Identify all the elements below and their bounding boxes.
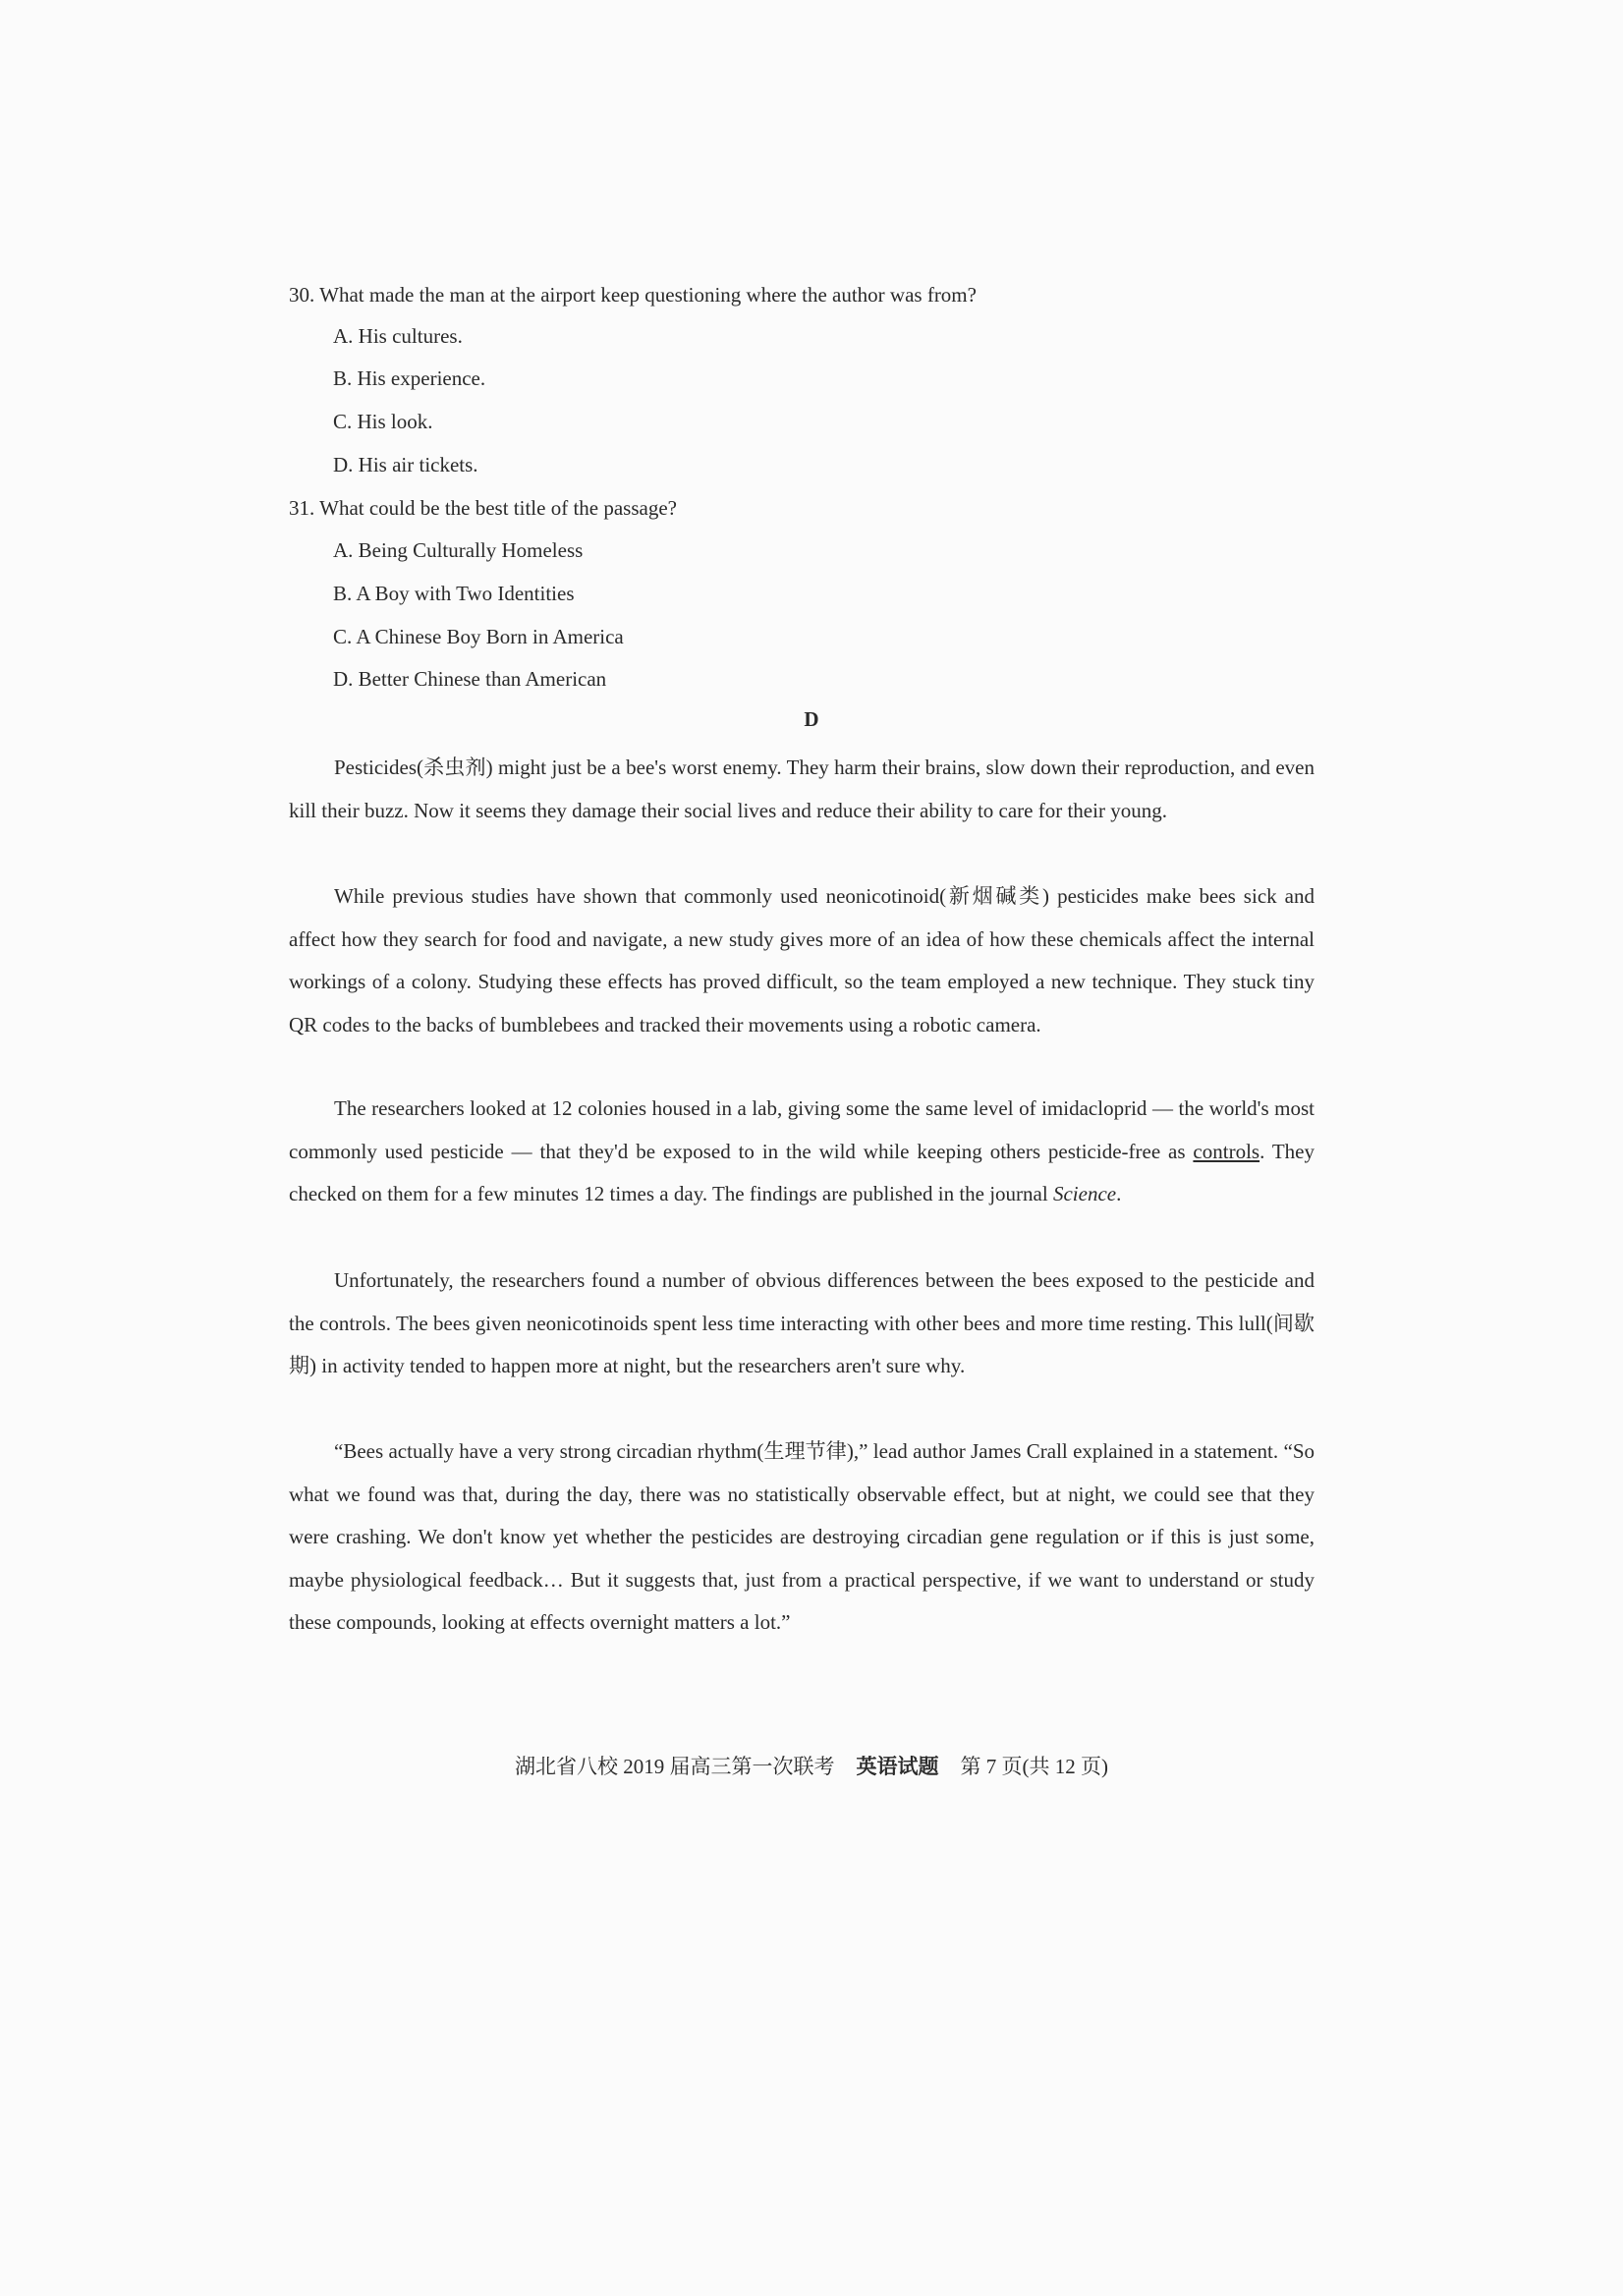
passage-paragraph-5: “Bees actually have a very strong circadian rhythm(生理节律),” lead author James Crall explained in a statement. “So what we found was that, during the day, there was no statistically observable effect, but at night, we could see that they were crashing. We don't know yet whether the pesticides are destroying circadian gene regulation or if this is just some, maybe physiological feedback… But it suggests that, just from a practical perspective, if we want to understand or study these compounds, looking at effects overnight matters a lot.” <box>289 1439 1315 1634</box>
paragraph-3-text-start: The researchers looked at 12 colonies housed in a lab, giving some the same level of imidacloprid — the world's most commonly used pesticide — that they'd be exposed to in the wild while keeping others pesticide-free as <box>289 1096 1315 1163</box>
section-label: D <box>804 707 819 731</box>
question-30-option-d: D. His air tickets. <box>333 453 478 476</box>
question-31-stem: 31. What could be the best title of the passage? <box>289 496 677 520</box>
question-31-option-a: A. Being Culturally Homeless <box>333 538 584 562</box>
paragraph-3-text-middle: . They checked on them for a few minutes 12 times a day. The findings are published in the journal <box>289 1139 1315 1205</box>
question-31-option-c: C. A Chinese Boy Born in America <box>333 625 624 648</box>
question-30-option-a: A. His cultures. <box>333 324 463 348</box>
page-footer <box>0 1751 1623 1780</box>
question-31-option-d: D. Better Chinese than American <box>333 667 607 691</box>
footer-subject: 英语试题 <box>856 1755 939 1778</box>
paragraph-3-text-end: . <box>1116 1182 1122 1205</box>
footer-page-number: 第 7 页(共 12 页) <box>960 1755 1108 1778</box>
footer-exam-name: 湖北省八校 2019 届高三第一次联考 <box>515 1755 835 1778</box>
question-31-option-b: B. A Boy with Two Identities <box>333 582 575 605</box>
journal-name: Science <box>1052 1182 1117 1205</box>
question-30-option-c: C. His look. <box>333 410 433 433</box>
question-30-option-b: B. His experience. <box>333 366 486 390</box>
passage-paragraph-2: While previous studies have shown that commonly used neonicotinoid(新烟碱类) pesticides make bees sick and affect how they search for food and navigate, a new study gives more of an idea of how these chemicals affect the internal workings of a colony. Studying these effects has proved difficult, so the team employed a new technique. They stuck tiny QR codes to the backs of bumblebees and tracked their movements using a robotic camera. <box>289 884 1315 1036</box>
question-30-stem: 30. What made the man at the airport keep questioning where the author was from? <box>289 283 977 307</box>
passage-paragraph-3 <box>289 1088 1315 1216</box>
passage-paragraph-1: Pesticides(杀虫剂) might just be a bee's worst enemy. They harm their brains, slow down their reproduction, and even kill their buzz. Now it seems they damage their social lives and reduce their ability to care for their young. <box>289 756 1315 822</box>
underlined-word-controls: controls <box>1193 1139 1260 1163</box>
passage-paragraph-4: Unfortunately, the researchers found a number of obvious differences between the bees exposed to the pesticide and the controls. The bees given neonicotinoids spent less time interacting with other bees and more time resting. This lull(间歇期) in activity tended to happen more at night, but the researchers aren't sure why. <box>289 1268 1315 1377</box>
